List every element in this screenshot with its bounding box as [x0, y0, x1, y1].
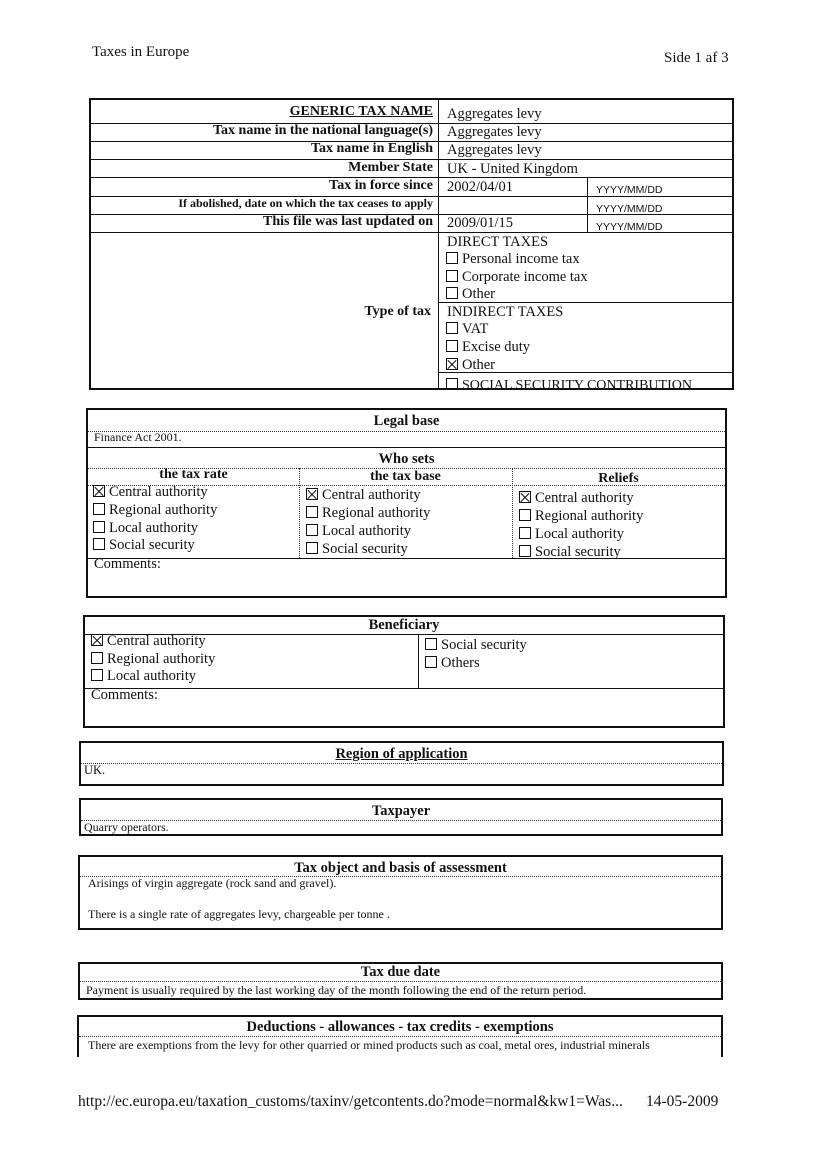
value-national-name: Aggregates levy: [447, 124, 542, 140]
tax-object-title: Tax object and basis of assessment: [294, 860, 507, 876]
col-reliefs: Reliefs: [598, 471, 639, 486]
checkbox-vat[interactable]: VAT: [446, 321, 488, 338]
beneficiary-regional-authority[interactable]: Regional authority: [91, 651, 215, 668]
col-tax-base: the tax base: [370, 469, 441, 484]
indirect-taxes-heading: INDIRECT TAXES: [447, 304, 564, 320]
checkbox-icon: [446, 270, 458, 282]
page-number: Side 1 af 3: [664, 50, 729, 66]
footer-date: 14-05-2009: [646, 1093, 719, 1110]
checkbox-icon: [446, 287, 458, 299]
label-type-of-tax: Type of tax: [364, 304, 431, 319]
checkbox-excise-duty[interactable]: Excise duty: [446, 339, 530, 356]
checkbox-direct-other[interactable]: Other: [446, 286, 495, 303]
checkbox-indirect-other[interactable]: Other: [446, 357, 495, 374]
checkbox-icon: [519, 545, 531, 557]
checkbox-icon: [93, 538, 105, 550]
checkbox-corporate-income-tax[interactable]: Corporate income tax: [446, 269, 588, 286]
value-last-updated: 2009/01/15: [447, 215, 514, 231]
checkbox-icon: [446, 252, 458, 264]
checkbox-icon: [91, 669, 103, 681]
checkbox-personal-income-tax[interactable]: Personal income tax: [446, 251, 580, 268]
checked-checkbox-icon: [91, 634, 103, 646]
beneficiary-title: Beneficiary: [368, 617, 440, 633]
base-local-authority[interactable]: Local authority: [306, 523, 411, 540]
rate-regional-authority[interactable]: Regional authority: [93, 502, 217, 519]
checkbox-icon: [91, 652, 103, 664]
reliefs-local-authority[interactable]: Local authority: [519, 526, 624, 543]
label-member-state: Member State: [348, 160, 433, 175]
col-tax-rate: the tax rate: [159, 467, 228, 482]
base-social-security[interactable]: Social security: [306, 541, 408, 558]
legal-base-comments: Comments:: [94, 556, 161, 572]
value-in-force-since: 2002/04/01: [447, 179, 514, 195]
checkbox-icon: [425, 656, 437, 668]
reliefs-central-authority[interactable]: Central authority: [519, 490, 634, 507]
rate-social-security[interactable]: Social security: [93, 537, 195, 554]
beneficiary-comments: Comments:: [91, 687, 158, 703]
header-title: Taxes in Europe: [92, 44, 190, 60]
checkbox-icon: [446, 322, 458, 334]
region-title: Region of application: [335, 746, 468, 762]
label-national-name: Tax name in the national language(s): [212, 123, 433, 138]
checkbox-icon: [446, 340, 458, 352]
beneficiary-central-authority[interactable]: Central authority: [91, 633, 206, 650]
value-member-state: UK - United Kingdom: [447, 161, 578, 177]
reliefs-social-security[interactable]: Social security: [519, 544, 621, 561]
base-central-authority[interactable]: Central authority: [306, 487, 421, 504]
checkbox-icon: [519, 509, 531, 521]
deductions-title: Deductions - allowances - tax credits - exemptions: [246, 1019, 554, 1035]
label-english-name: Tax name in English: [310, 141, 433, 156]
label-last-updated: This file was last updated on: [263, 214, 433, 229]
value-generic-tax-name: Aggregates levy: [447, 106, 542, 122]
format-in-force-since: YYYY/MM/DD: [596, 184, 663, 196]
checkbox-icon: [519, 527, 531, 539]
beneficiary-social-security[interactable]: Social security: [425, 637, 527, 654]
label-abolished-date: If abolished, date on which the tax ceases to apply: [178, 196, 433, 210]
deductions-text: There are exemptions from the levy for other quarried or mined products such as coal, metal ores, industrial minerals: [88, 1038, 650, 1052]
checkbox-icon: [425, 638, 437, 650]
checkbox-social-security-contribution[interactable]: SOCIAL SECURITY CONTRIBUTION: [446, 377, 692, 394]
rate-central-authority[interactable]: Central authority: [93, 484, 208, 501]
checkbox-icon: [446, 378, 458, 390]
format-last-updated: YYYY/MM/DD: [596, 221, 663, 233]
legal-base-title: Legal base: [373, 413, 440, 429]
checkbox-icon: [306, 506, 318, 518]
reliefs-regional-authority[interactable]: Regional authority: [519, 508, 643, 525]
checkbox-icon: [306, 524, 318, 536]
tax-object-line2: There is a single rate of aggregates levy, chargeable per tonne .: [88, 907, 390, 921]
checked-checkbox-icon: [519, 491, 531, 503]
due-date-text: Payment is usually required by the last working day of the month following the end of the return period.: [86, 983, 587, 997]
direct-taxes-heading: DIRECT TAXES: [447, 234, 549, 250]
checked-checkbox-icon: [93, 485, 105, 497]
checkbox-icon: [93, 503, 105, 515]
legal-base-text: Finance Act 2001.: [94, 430, 182, 444]
tax-object-line1: Arisings of virgin aggregate (rock sand and gravel).: [88, 876, 337, 890]
footer-url[interactable]: http://ec.europa.eu/taxation_customs/taxinv/getcontents.do?mode=normal&kw1=Was...: [78, 1093, 623, 1110]
checked-checkbox-icon: [306, 488, 318, 500]
label-in-force-since: Tax in force since: [329, 178, 433, 193]
beneficiary-others[interactable]: Others: [425, 655, 480, 672]
rate-local-authority[interactable]: Local authority: [93, 520, 198, 537]
value-english-name: Aggregates levy: [447, 142, 542, 158]
checkbox-icon: [93, 521, 105, 533]
label-generic-tax-name: GENERIC TAX NAME: [289, 104, 433, 119]
taxpayer-title: Taxpayer: [371, 803, 431, 819]
checked-checkbox-icon: [446, 358, 458, 370]
base-regional-authority[interactable]: Regional authority: [306, 505, 430, 522]
due-date-title: Tax due date: [360, 964, 441, 980]
checkbox-icon: [306, 542, 318, 554]
format-abolished-date: YYYY/MM/DD: [596, 203, 663, 215]
region-text: UK.: [84, 763, 106, 777]
taxpayer-text: Quarry operators.: [84, 820, 169, 834]
who-sets-title: Who sets: [378, 451, 435, 467]
beneficiary-local-authority[interactable]: Local authority: [91, 668, 196, 685]
